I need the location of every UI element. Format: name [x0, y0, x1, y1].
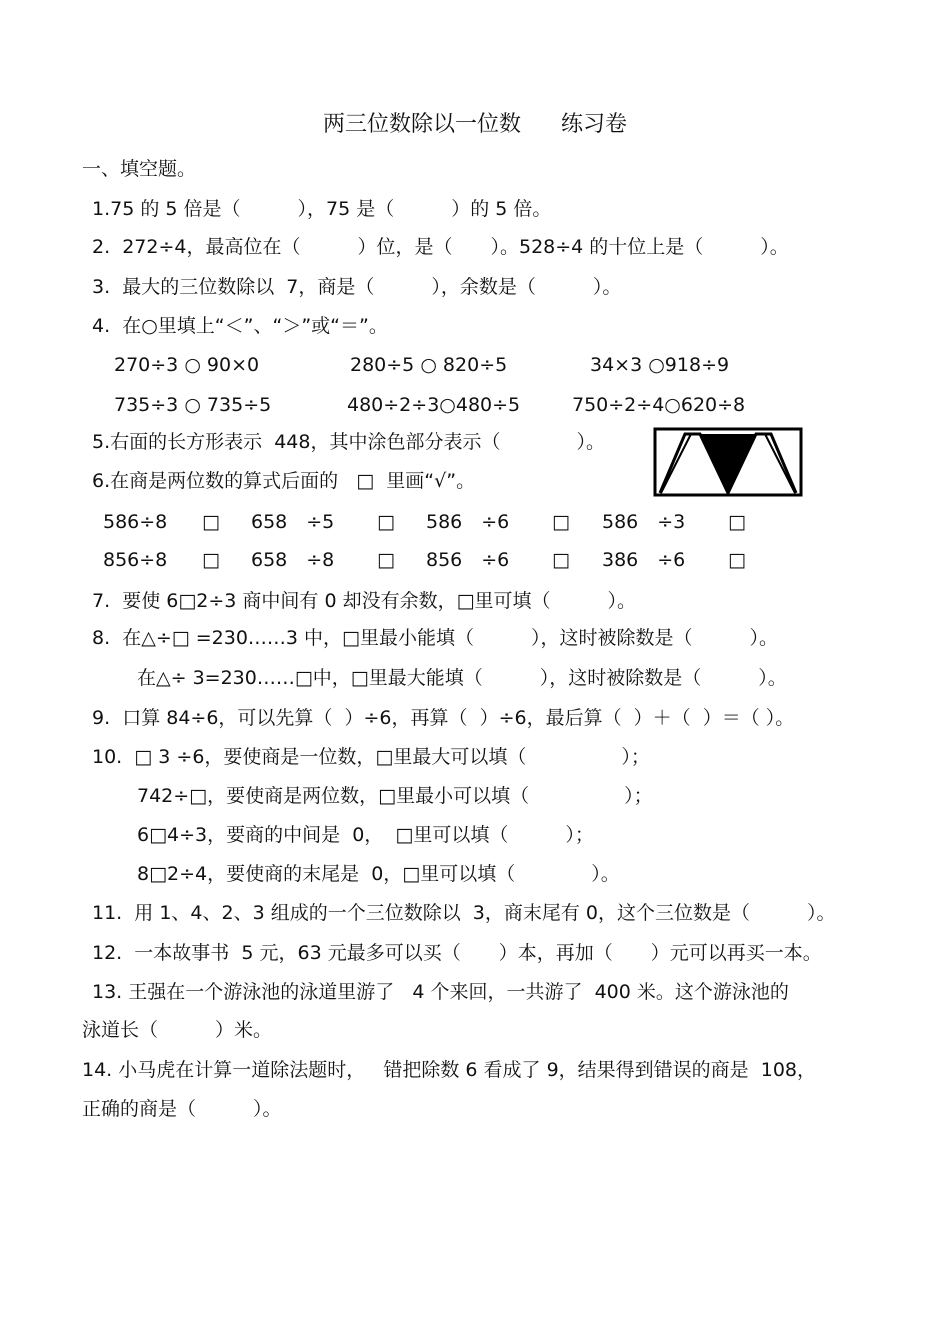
title-sub: 练习卷 — [561, 112, 628, 137]
question-1: 1.75 的 5 倍是（ ），75 是（ ）的 5 倍。 — [92, 198, 552, 220]
question-10-part-2: 742÷□，要使商是两位数，□里最小可以填（ ）； — [137, 785, 653, 807]
check-box[interactable]: □ — [377, 549, 395, 571]
rectangle-figure — [653, 427, 803, 497]
question-11: 11. 用 1、4、2、3 组成的一个三位数除以 3，商末尾有 0，这个三位数是（ ）。 — [92, 902, 836, 924]
check-box[interactable]: □ — [202, 511, 220, 533]
question-7: 7. 要使 6□2÷3 商中间有 0 却没有余数，□里可填（ ）。 — [92, 590, 637, 612]
compare-expr: 34×3 ○918÷9 — [590, 354, 730, 376]
question-14: 14. 小马虎在计算一道除法题时， 错把除数 6 看成了 9，结果得到错误的商是 108， — [82, 1059, 817, 1081]
question-12: 12. 一本故事书 5 元，63 元最多可以买（ ）本，再加（ ）元可以再买一本。 — [92, 942, 822, 964]
check-box[interactable]: □ — [728, 549, 746, 571]
division-expr: 658 ÷5 — [251, 511, 335, 533]
question-5: 5.右面的长方形表示 448，其中涂色部分表示（ ）。 — [92, 431, 605, 453]
question-8-part-2: 在△÷ 3=230……□中，□里最大能填（ ），这时被除数是（ ）。 — [137, 667, 787, 689]
question-8: 8. 在△÷□ =230……3 中，□里最小能填（ ），这时被除数是（ ）。 — [92, 627, 778, 649]
check-box[interactable]: □ — [728, 511, 746, 533]
compare-expr: 270÷3 ○ 90×0 — [114, 354, 260, 376]
question-10: 10. □ 3 ÷6，要使商是一位数，□里最大可以填（ ）； — [92, 746, 650, 768]
title-main: 两三位数除以一位数 — [322, 112, 521, 137]
division-expr: 586÷8 — [103, 511, 168, 533]
compare-expr: 280÷5 ○ 820÷5 — [350, 354, 508, 376]
question-13: 13. 王强在一个游泳池的泳道里游了 4 个来回，一共游了 400 米。这个游泳池的 — [92, 981, 789, 1003]
division-expr: 658 ÷8 — [251, 549, 335, 571]
question-3: 3. 最大的三位数除以 7，商是（ ），余数是（ ）。 — [92, 276, 622, 298]
check-box[interactable]: □ — [552, 549, 570, 571]
question-10-part-3: 6□4÷3，要商的中间是 0， □里可以填（ ）； — [137, 824, 594, 846]
compare-expr: 480÷2÷3○480÷5 — [347, 394, 521, 416]
compare-expr: 750÷2÷4○620÷8 — [572, 394, 746, 416]
division-expr: 856 ÷6 — [426, 549, 510, 571]
question-10-part-4: 8□2÷4，要使商的末尾是 0，□里可以填（ ）。 — [137, 863, 620, 885]
check-box[interactable]: □ — [202, 549, 220, 571]
question-9: 9. 口算 84÷6，可以先算（ ）÷6，再算（ ）÷6，最后算（ ）＋（ ）＝（ ）。 — [92, 707, 795, 729]
division-expr: 586 ÷6 — [426, 511, 510, 533]
section-heading: 一、填空题。 — [82, 158, 197, 180]
check-box[interactable]: □ — [377, 511, 395, 533]
page-title — [0, 111, 950, 139]
question-13-cont: 泳道长（ ）米。 — [82, 1019, 273, 1041]
question-4: 4. 在○里填上“＜”、“＞”或“＝”。 — [92, 315, 388, 337]
division-expr: 386 ÷6 — [602, 549, 686, 571]
question-14-cont: 正确的商是（ ）。 — [82, 1098, 282, 1120]
check-box[interactable]: □ — [552, 511, 570, 533]
question-6: 6.在商是两位数的算式后面的 □ 里画“√”。 — [92, 470, 476, 492]
question-2: 2. 272÷4，最高位在（ ）位，是（ ）。528÷4 的十位上是（ ）。 — [92, 236, 789, 258]
division-expr: 856÷8 — [103, 549, 168, 571]
compare-expr: 735÷3 ○ 735÷5 — [114, 394, 272, 416]
division-expr: 586 ÷3 — [602, 511, 686, 533]
